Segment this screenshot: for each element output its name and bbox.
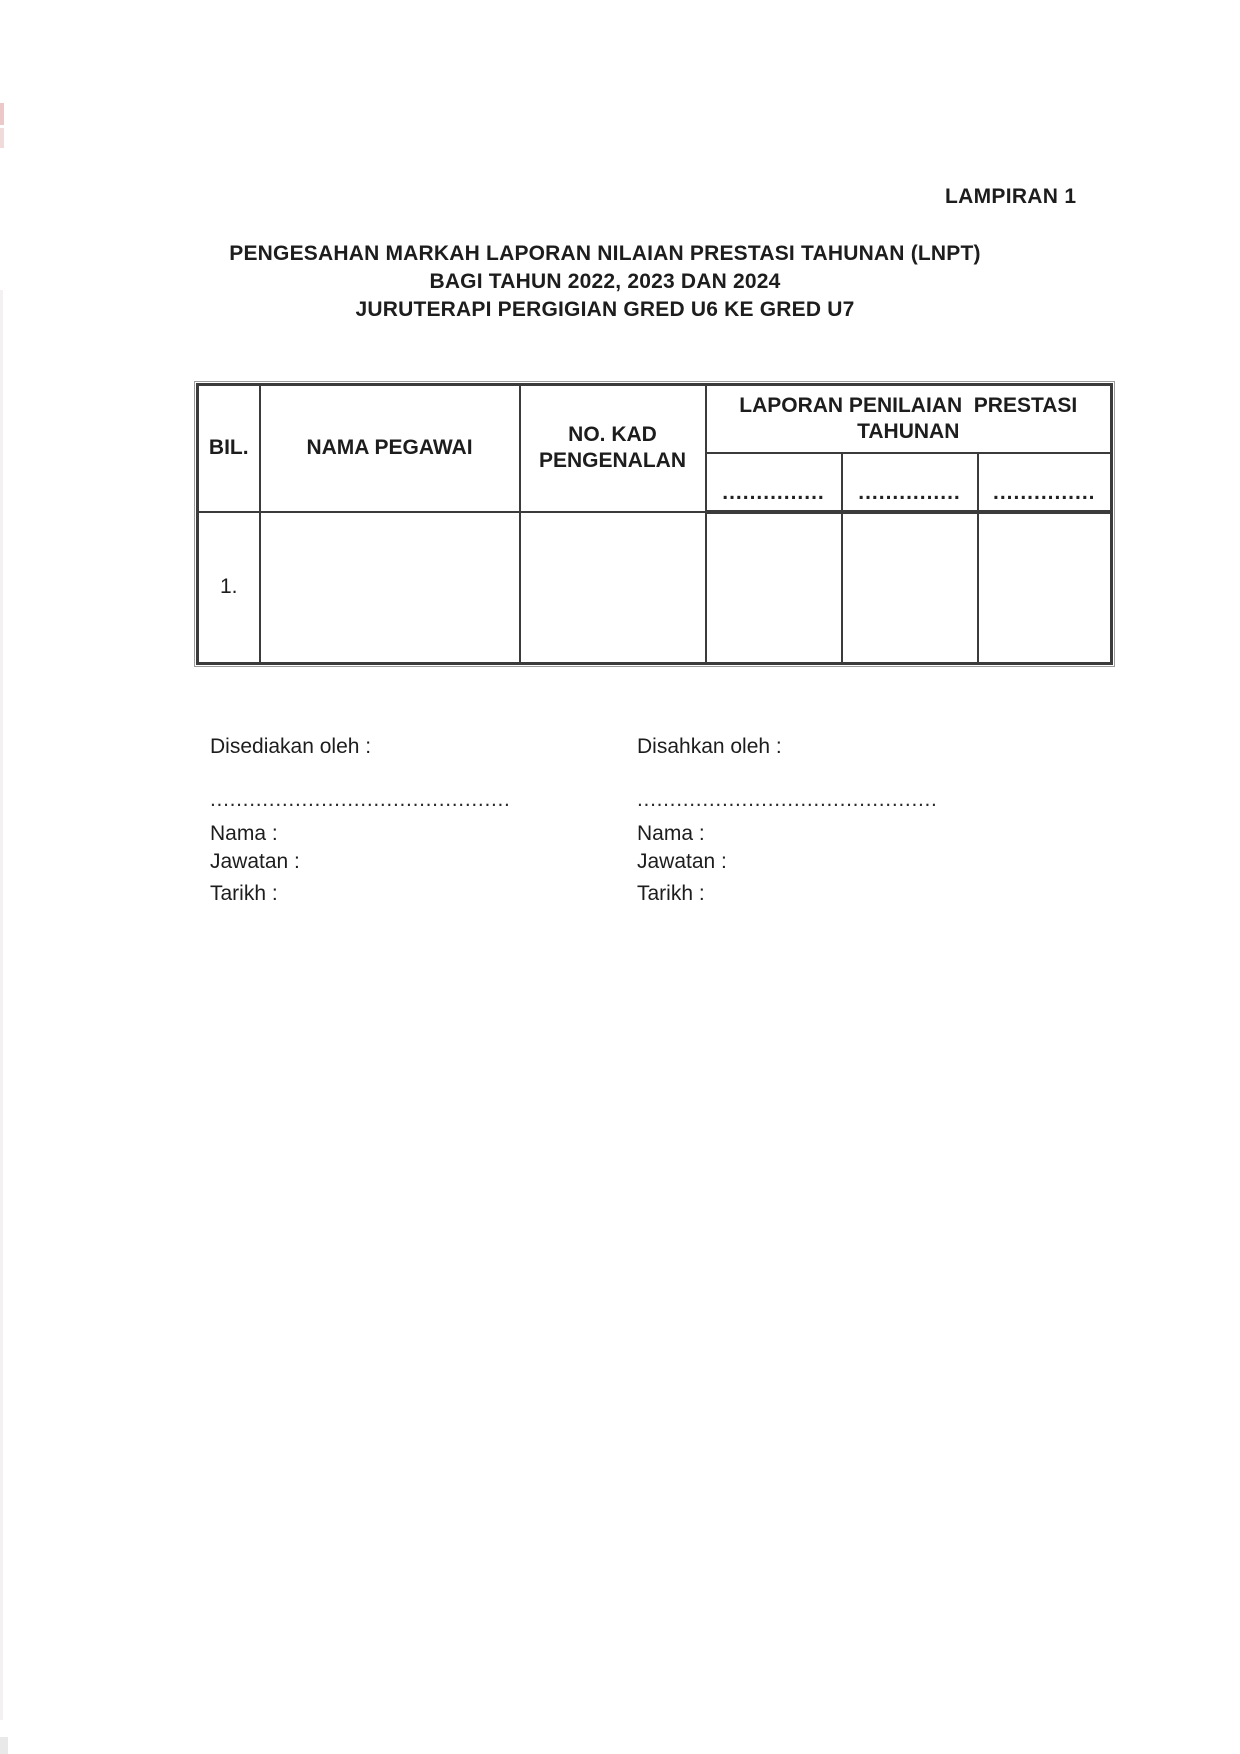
approved-by-nama-label: Nama :: [637, 822, 705, 845]
header-cell-bil: BIL.: [198, 385, 260, 512]
header-laporan-line-1: LAPORAN PENILAIAN PRESTASI: [739, 393, 1078, 417]
header-cell-no-kad-pengenalan: [520, 385, 706, 512]
scan-artifact-mark-1: [0, 103, 4, 125]
scan-artifact-bottom-smudge: [0, 1737, 8, 1754]
row-cell-bil: 1.: [198, 512, 260, 664]
header-cell-laporan-penilaian: [706, 385, 1112, 453]
table-row: [198, 512, 1112, 664]
signature-block-approved: [637, 736, 997, 921]
row-cell-no-kad-empty: [520, 512, 706, 664]
row-cell-nama-empty: [260, 512, 520, 664]
row-cell-year1-empty: [706, 512, 842, 664]
subheader-year-placeholder-1: ...............: [706, 453, 842, 512]
prepared-by-signature-line: ..............................................: [210, 788, 511, 811]
document-title-line-3: JURUTERAPI PERGIGIAN GRED U6 KE GRED U7: [355, 298, 855, 321]
lnpt-table-frame: [194, 381, 1115, 667]
subheader-year-placeholder-2: ...............: [842, 453, 978, 512]
approved-by-tarikh-label: Tarikh :: [637, 882, 705, 905]
approved-by-jawatan-label: Jawatan :: [637, 850, 727, 873]
scan-artifact-edge-strip: [0, 290, 3, 1720]
prepared-by-nama-label: Nama :: [210, 822, 278, 845]
prepared-by-jawatan-label: Jawatan :: [210, 850, 300, 873]
header-no-kad-line-1: NO. KAD: [568, 423, 657, 447]
row-cell-year3-empty: [978, 512, 1112, 664]
table-header-row: [198, 385, 1112, 453]
header-laporan-line-2: TAHUNAN: [857, 419, 960, 443]
document-title-line-2: BAGI TAHUN 2022, 2023 DAN 2024: [429, 270, 781, 293]
document-title-line-1: PENGESAHAN MARKAH LAPORAN NILAIAN PRESTASI TAHUNAN (LNPT): [229, 242, 981, 265]
subheader-year-placeholder-3: ...............: [978, 453, 1112, 512]
header-no-kad-line-2: PENGENALAN: [538, 449, 686, 473]
approved-by-label: Disahkan oleh :: [637, 735, 782, 758]
approved-by-signature-line: ..............................................: [637, 788, 938, 811]
prepared-by-tarikh-label: Tarikh :: [210, 882, 278, 905]
header-cell-nama-pegawai: NAMA PEGAWAI: [260, 385, 520, 512]
prepared-by-label: Disediakan oleh :: [210, 735, 372, 758]
lnpt-table: [196, 383, 1113, 665]
row-cell-year2-empty: [842, 512, 978, 664]
document-title: [100, 240, 1110, 324]
signature-block-prepared: [210, 736, 570, 921]
scan-artifact-mark-2: [0, 128, 4, 148]
corner-label-lampiran: LAMPIRAN 1: [945, 185, 1077, 208]
